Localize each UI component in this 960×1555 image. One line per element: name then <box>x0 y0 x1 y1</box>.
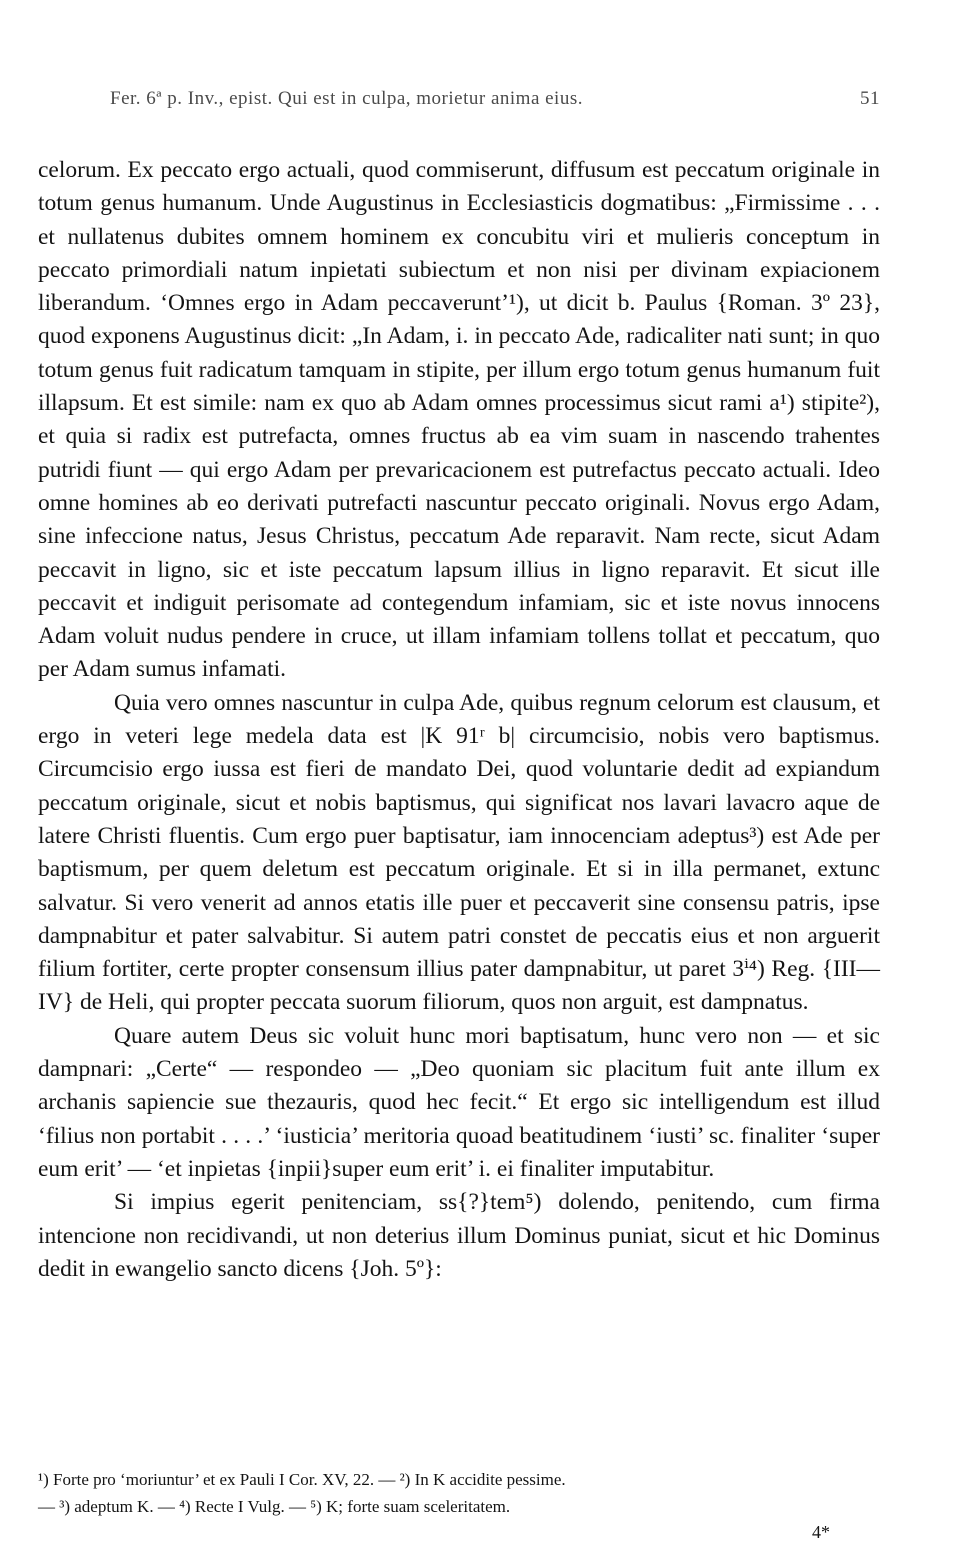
running-head <box>110 88 880 110</box>
footnote-line-1: ¹) Forte pro ‘moriuntur’ et ex Pauli I Cor. XV, 22. — ²) In K accidite pessime. <box>38 1470 566 1489</box>
paragraph-1: celorum. Ex peccato ergo actuali, quod commiserunt, diffusum est peccatum originale in totum genus humanum. Unde Augustinus in Ecclesiasticis dogmatibus: „Firmissime . . . et nullatenus dubites omnem hominem ex concubitu viri et mulieris conceptum in peccato primordiali natum inpietati subiectum et non nisi per divinam expiacionem liberandum. ‘Omnes ergo in Adam peccaverunt’¹), ut dicit b. Paulus {Roman. 3º 23}, quod exponens Augustinus dicit: „In Adam, i. in peccato Ade, radicaliter nati sunt; in quo totum genus fuit radicatum tamquam in stipite, per illum ergo totum genus humanum fuit illapsum. Et est simile: nam ex quo ab Adam omnes processimus sicut rami a¹) stipite²), et quia si radix est putrefacta, omnes fructus ab ea vim suam in nascendo trahentes putridi fiunt — qui ergo Adam per prevaricacionem est putrefactus peccato actuali. Ideo omne homines ab eo derivati putrefacti nascuntur peccato originali. Novus ergo Adam, sine infeccione natus, Jesus Christus, peccatum Ade reparavit. Nam recte, sicut Adam peccavit in ligno, sic et iste peccatum lapsum illius in ligno reparavit. Et sicut ille peccavit et indiguit perisomate ad contegendum infamiam, sic et iste novus innocens Adam voluit nudus pendere in cruce, ut illam infamiam tollens tollat et peccatum, quo per Adam sumus infamati. <box>38 157 880 683</box>
main-text <box>38 154 880 1286</box>
footnotes <box>38 1466 880 1520</box>
paragraph-4: Si impius egerit penitenciam, ss{?}tem⁵) dolendo, penitendo, cum firma intencione non recidivandi, ut non deterius illum Dominus puniat, sicut et hic Dominus dedit in ewangelio sancto dicens {Joh. 5º}: <box>38 1189 880 1282</box>
footnote-line-2: — ³) adeptum K. — ⁴) Recte I Vulg. — ⁵) K; forte suam sceleritatem. <box>38 1497 511 1516</box>
paragraph-3: Quare autem Deus sic voluit hunc mori baptisatum, hunc vero non — et sic dampnari: „Certe“ — respondeo — „Deo quoniam sic placitum fuit ante illum ex archanis sapiencie sue thezauris, quod hec fecit.“ Et ergo sic intelligendum est illud ‘filius non portabit . . . .’ ‘iusticia’ meritoria quoad beatitudinem ‘iusti’ sc. finaliter ‘super eum erit’ — ‘et inpietas {inpii}super eum erit’ i. ei finaliter imputabitur. <box>38 1022 880 1182</box>
paragraph-2: Quia vero omnes nascuntur in culpa Ade, quibus regnum celorum est clausum, et ergo in veteri lege medela data est |K 91ʳ b| circumcisio, nobis vero baptismus. Circumcisio ergo iussa est fieri de mandato Dei, quod voluntarie dedit ad expiandum peccatum originale, sicut et nobis baptismus, qui significat nos lavari lavacro aque de latere Christi fluentis. Cum ergo puer baptisatur, iam innocenciam adeptus³) est Ade per baptismum, per quem deletum est peccatum originale. Et si in illa permanet, extunc salvatur. Si vero venerit ad annos etatis ille puer et peccaverit sine consensu patris, ipse dampnabitur et pater salvabitur. Si autem patri constet de peccatis eius et non arguerit filium fortiter, certe propter consensum illius pater dampnabitur, ut paret 3ⁱ⁴) Reg. {III—IV} de Heli, qui propter peccata suorum filiorum, quos non arguit, est dampnatus. <box>38 689 880 1016</box>
page-number: 51 <box>860 88 880 109</box>
running-title: Fer. 6ª p. Inv., epist. Qui est in culpa, morietur anima eius. <box>110 88 583 109</box>
signature-mark: 4* <box>812 1522 830 1542</box>
